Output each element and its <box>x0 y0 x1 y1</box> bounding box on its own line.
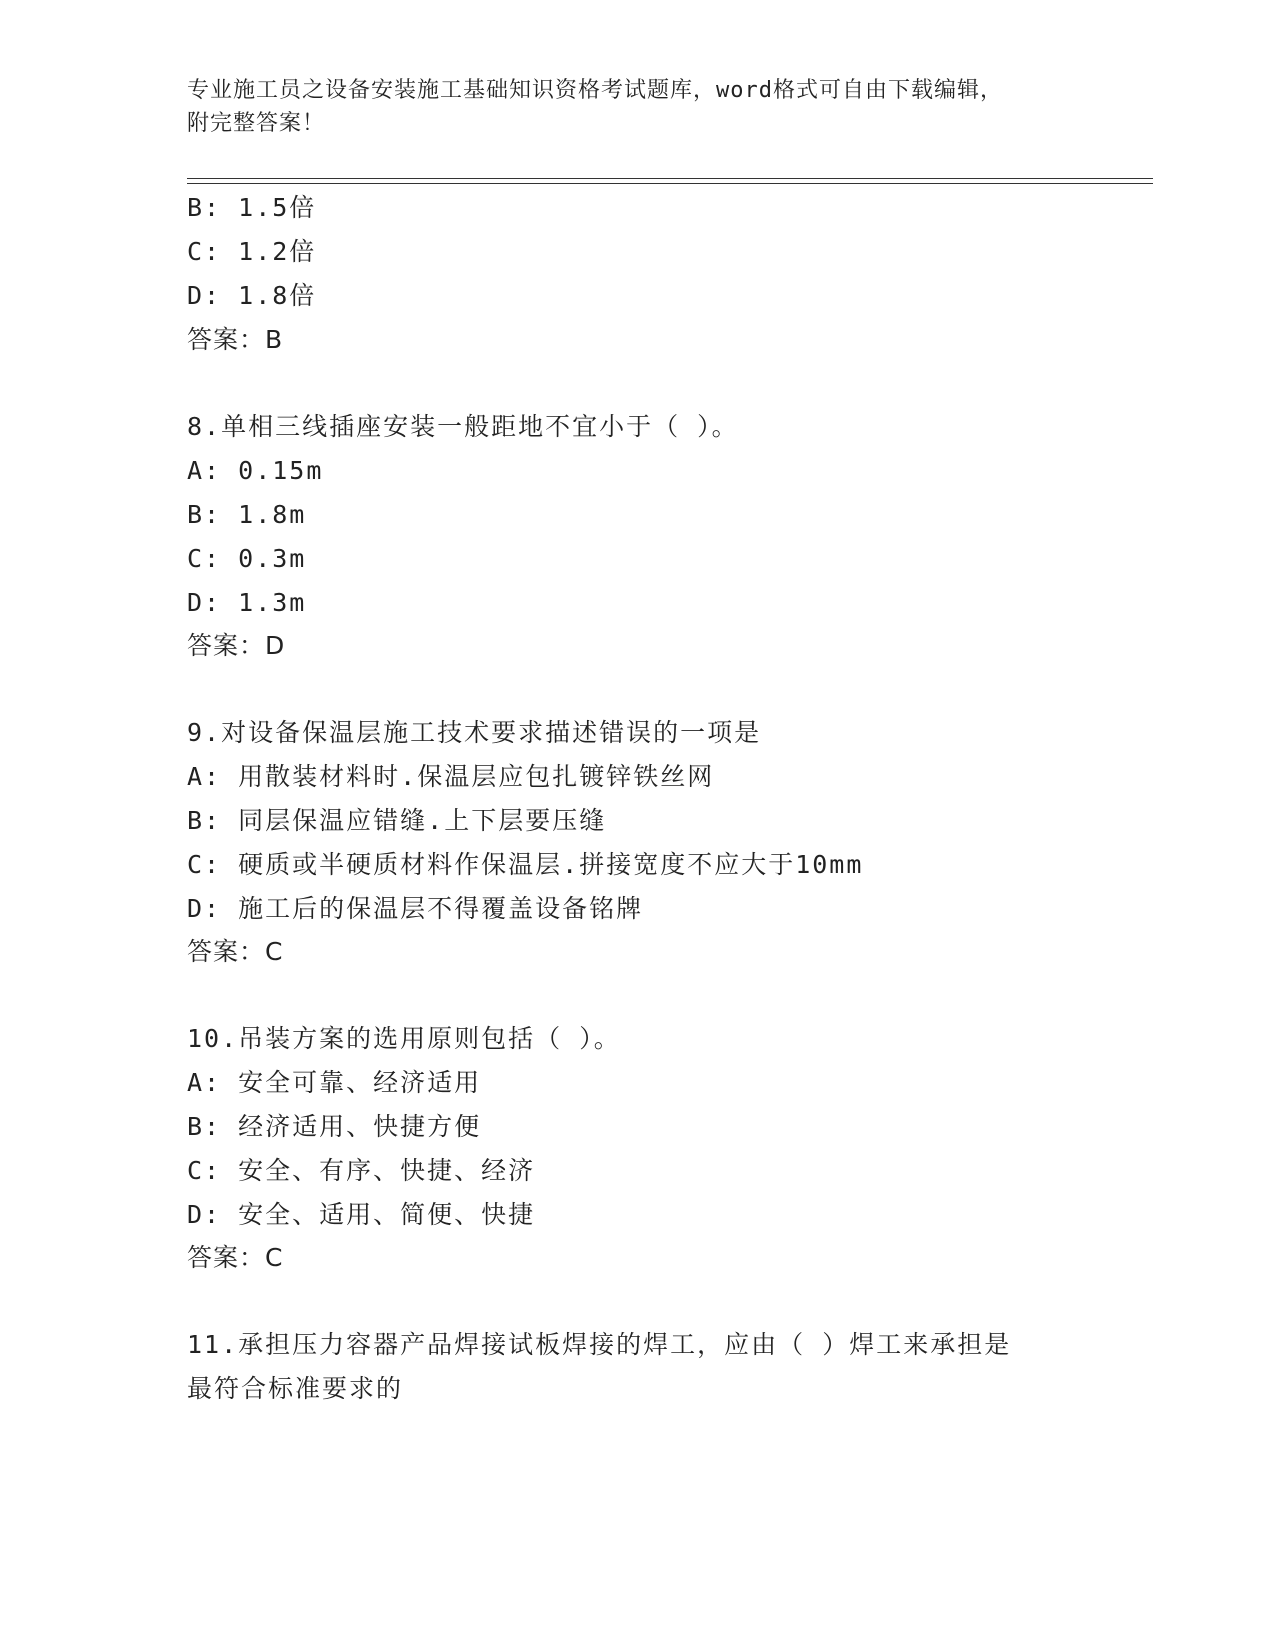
q8-question: 8.单相三线插座安装一般距地不宜小于（ ）。 <box>187 412 739 441</box>
q10-option-a: A: 安全可靠、经济适用 <box>187 1068 482 1097</box>
q11-question-line-2: 最符合标准要求的 <box>187 1374 404 1403</box>
header-divider-top <box>187 178 1153 179</box>
q8-option-c: C: 0.3m <box>187 544 307 573</box>
q7-answer: 答案：B <box>187 325 284 354</box>
q9-option-d: D: 施工后的保温层不得覆盖设备铭牌 <box>187 894 644 923</box>
q7-option-b: B: 1.5倍 <box>187 193 317 222</box>
q8-option-d: D: 1.3m <box>187 588 307 617</box>
q7-option-d: D: 1.8倍 <box>187 281 317 310</box>
header-line-1: 专业施工员之设备安装施工基础知识资格考试题库，word格式可自由下载编辑， <box>187 78 1003 103</box>
q9-question: 9.对设备保温层施工技术要求描述错误的一项是 <box>187 718 762 747</box>
q8-option-a: A: 0.15m <box>187 456 324 485</box>
header-line-2: 附完整答案！ <box>187 111 326 136</box>
q10-question: 10.吊装方案的选用原则包括（ ）。 <box>187 1024 621 1053</box>
q8-option-b: B: 1.8m <box>187 500 307 529</box>
q11-question-line-1: 11.承担压力容器产品焊接试板焊接的焊工，应由（ ）焊工来承担是 <box>187 1330 1012 1359</box>
q10-option-c: C: 安全、有序、快捷、经济 <box>187 1156 536 1185</box>
q10-answer: 答案：C <box>187 1243 284 1272</box>
q9-option-a: A: 用散装材料时.保温层应包扎镀锌铁丝网 <box>187 762 715 791</box>
document-header <box>187 74 1087 140</box>
q10-option-d: D: 安全、适用、简便、快捷 <box>187 1200 536 1229</box>
q7-option-c: C: 1.2倍 <box>187 237 317 266</box>
q9-option-b: B: 同层保温应错缝.上下层要压缝 <box>187 806 607 835</box>
q9-option-c: C: 硬质或半硬质材料作保温层.拼接宽度不应大于10mm <box>187 850 864 879</box>
q8-answer: 答案：D <box>187 631 286 660</box>
q10-option-b: B: 经济适用、快捷方便 <box>187 1112 482 1141</box>
q9-answer: 答案：C <box>187 937 284 966</box>
header-divider-bottom <box>187 183 1153 184</box>
